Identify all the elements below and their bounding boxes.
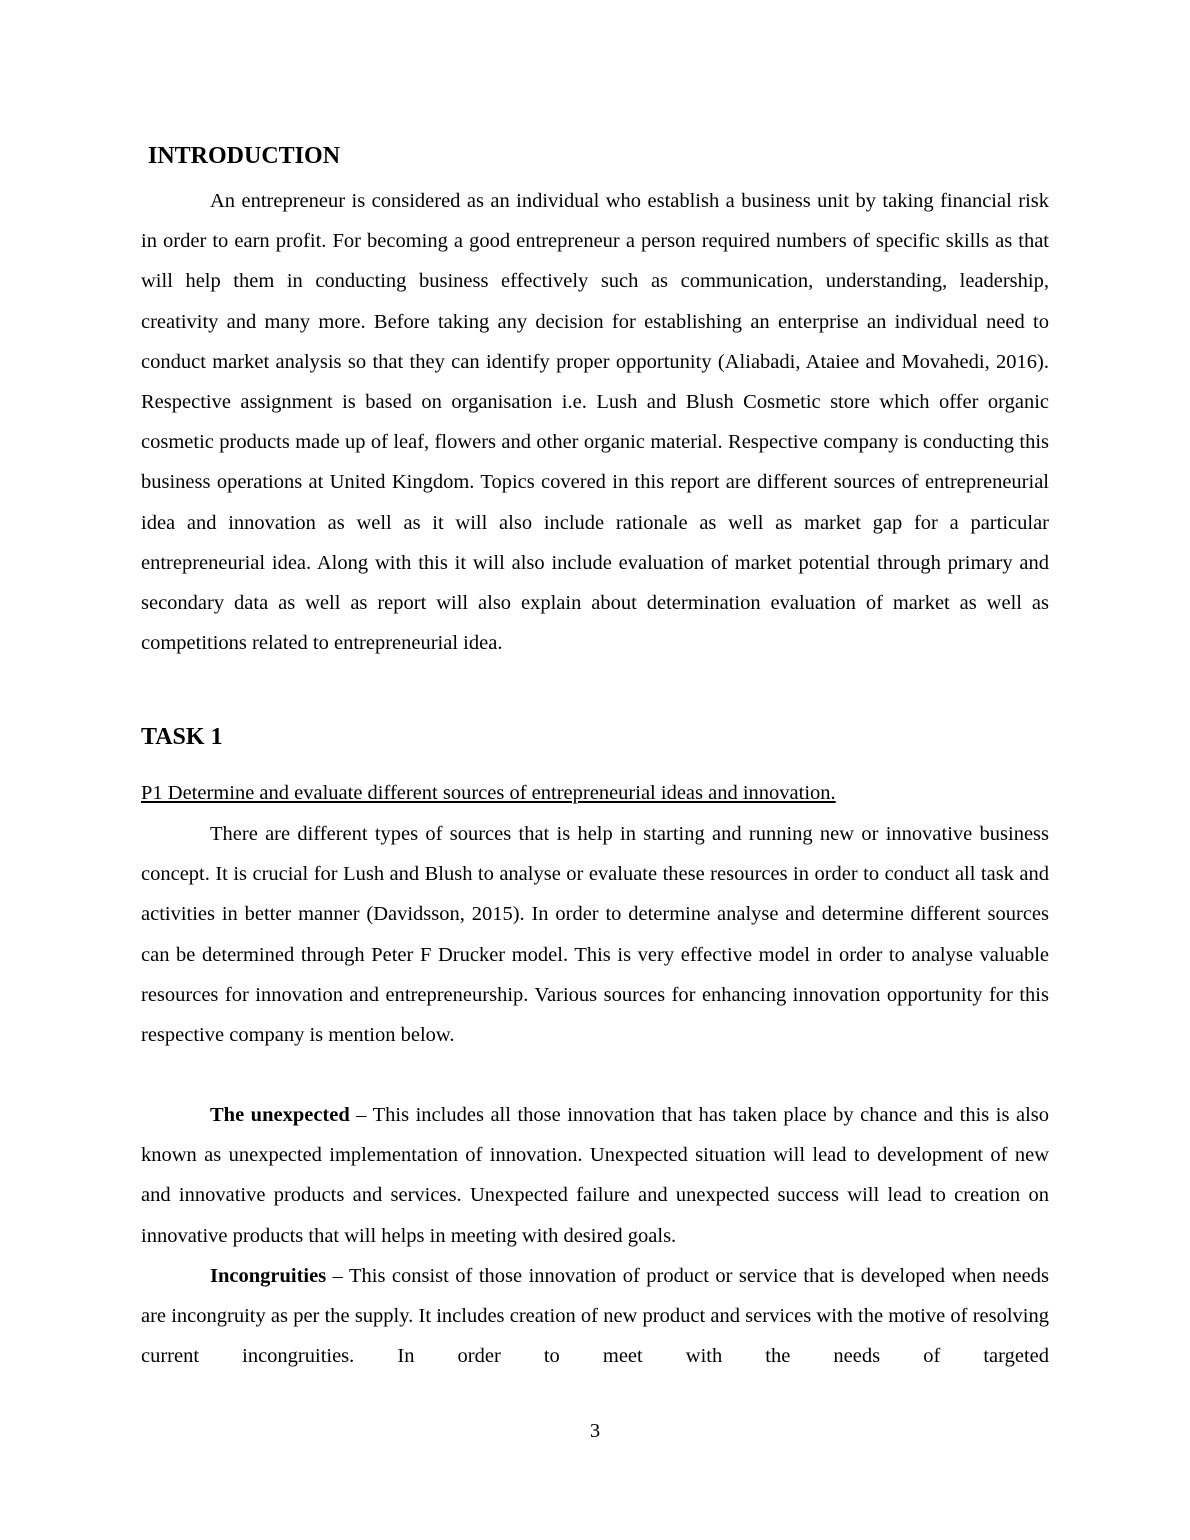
page-number: 3 bbox=[589, 1420, 601, 1442]
incongruities-paragraph bbox=[141, 1256, 1049, 1377]
task1-heading: TASK 1 bbox=[141, 724, 223, 750]
p1-subheading: P1 Determine and evaluate different sources of entrepreneurial ideas and innovation. bbox=[141, 782, 836, 804]
introduction-heading: INTRODUCTION bbox=[148, 143, 341, 169]
unexpected-paragraph bbox=[141, 1095, 1049, 1256]
sources-paragraph: There are different types of sources that is help in starting and running new or innovative business concept. It is crucial for Lush and Blush to analyse or evaluate these resources in order to conduct all task and activities in better manner (Davidsson, 2015). In order to determine analyse and determine different sources can be determined through Peter F Drucker model. This is very effective model in order to analyse valuable resources for innovation and entrepreneurship. Various sources for enhancing innovation opportunity for this respective company is mention below. bbox=[141, 823, 1049, 1047]
intro-paragraph: An entrepreneur is considered as an individual who establish a business unit by taking financial risk in order to earn profit. For becoming a good entrepreneur a person required numbers of specific skills as that will help them in conducting business effectively such as communication, understanding, leadership, creativity and many more. Before taking any decision for establishing an enterprise an individual need to conduct market analysis so that they can identify proper opportunity (Aliabadi, Ataiee and Movahedi, 2016). Respective assignment is based on organisation i.e. Lush and Blush Cosmetic store which offer organic cosmetic products made up of leaf, flowers and other organic material. Respective company is conducting this business operations at United Kingdom. Topics covered in this report are different sources of entrepreneurial idea and innovation as well as it will also include rationale as well as market gap for a particular entrepreneurial idea. Along with this it will also include evaluation of market potential through primary and secondary data as well as report will also explain about determination evaluation of market as well as competitions related to entrepreneurial idea. bbox=[141, 190, 1049, 655]
incongruities-text: – This consist of those innovation of product or service that is developed when needs are incongruity as per the supply. It includes creation of new product and services with the motive of resolving current incongruities. In order to meet with the needs of targeted bbox=[141, 1265, 1049, 1368]
incongruities-term: Incongruities bbox=[210, 1265, 327, 1287]
unexpected-term: The unexpected bbox=[210, 1104, 350, 1126]
unexpected-text: – This includes all those innovation that has taken place by chance and this is also known as unexpected implementation of innovation. Unexpected situation will lead to development of new and innovative products and services. Unexpected failure and unexpected success will lead to creation on innovative products that will helps in meeting with desired goals. bbox=[141, 1104, 1049, 1247]
